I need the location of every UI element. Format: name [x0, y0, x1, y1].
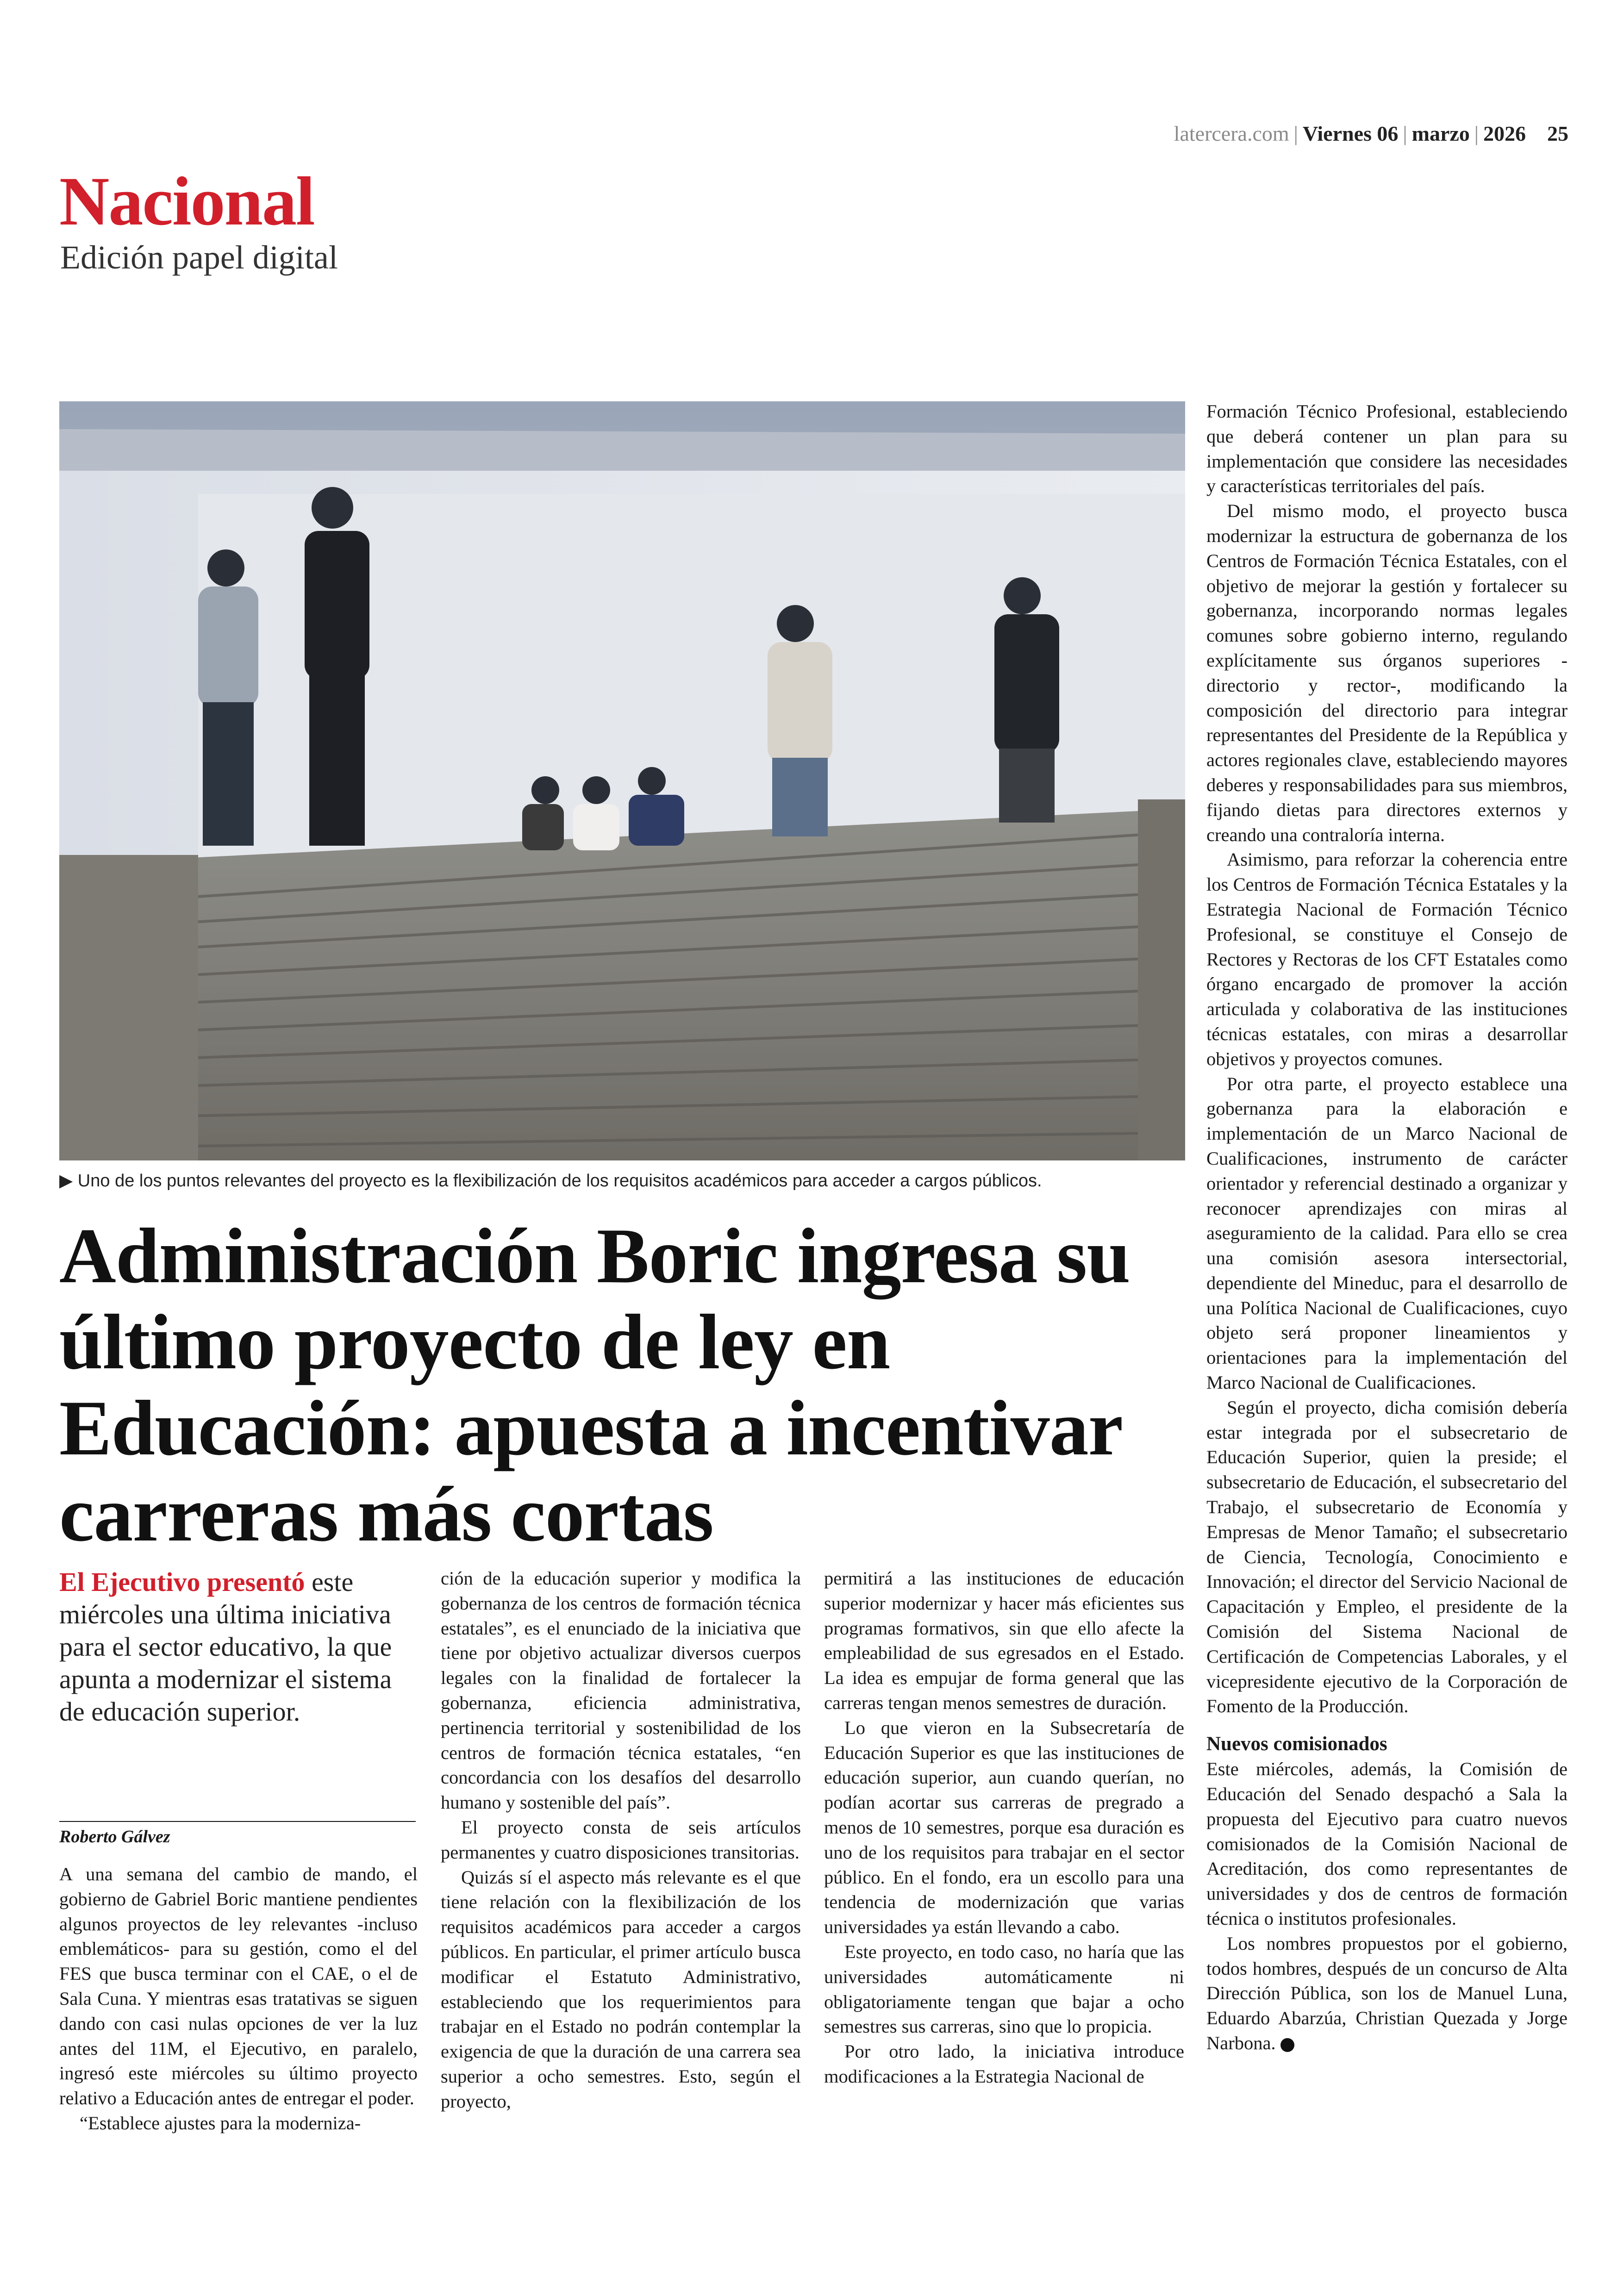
paragraph: Por otro lado, la iniciativa introduce modificaciones a la Estrategia Nacional de: [824, 2041, 1184, 2087]
subhead: Nuevos comisionados: [1206, 1733, 1387, 1755]
caption-text: Uno de los puntos relevantes del proyecto es la flexibilización de los requisitos académicos para acceder a cargos públicos.: [77, 1171, 1042, 1191]
paragraph: Del mismo modo, el proyecto busca modernizar la estructura de gobernanza de los Centros de Formación Técnica Estatales, con el objetivo de mejorar la gestión y fortalecer su gobernanza, incorporando normas legales comunes sobre gobierno interno, regulando explícitamente sus órganos superiores -directorio y rector-, modificando la composición del directorio para integrar representantes del Presidente de la República y actores regionales clave, estableciendo mayores deberes y responsabilidades para sus miembros, fijando dietas para directores externos y creando una contraloría interna.: [1206, 500, 1568, 845]
section-title: Nacional: [59, 163, 314, 240]
body-column-1: [59, 1862, 418, 2136]
paragraph: Quizás sí el aspecto más relevante es el que tiene relación con la flexibilización de los requisitos académicos para acceder a cargos públicos. En particular, el primer artículo busca modificar el Estatuto Administrativo, estableciendo que los requerimientos para trabajar en el Estado no podrán contemplar la exigencia de que la duración de una carrera sea superior a ocho semestres. Esto, según el proyecto,: [441, 1866, 801, 2112]
paragraph: Este miércoles, además, la Comisión de Educación del Senado despachó a Sala la propuesta del Ejecutivo para cuatro nuevos comisionados de la Comisión Nacional de Acreditación, dos como representantes de universidades y dos de centros de formación técnica o institutos profesionales.: [1206, 1759, 1568, 1929]
photo-caption: [59, 1170, 1189, 1191]
paragraph-text: Los nombres propuestos por el gobierno, todos hombres, después de un concurso de Alta Dirección Pública, son los de Manuel Luna, Eduardo Abarzúa, Christian Quezada y Jorge Narbona.: [1206, 1933, 1568, 2053]
paragraph: Asimismo, para reforzar la coherencia entre los Centros de Formación Técnica Estatales y la Estrategia Nacional de Formación Técnico Profesional, se constituye el Consejo de Rectores y Rectoras de los CFT Estatales como órgano encargado de promover la acción articulada y colaborativa de las instituciones técnicas estatales, con miras a desarrollar objetivos y proyectos comunes.: [1206, 849, 1568, 1069]
paragraph: Formación Técnico Profesional, estableciendo que deberá contener un plan para su implementación que considere las necesidades y características territoriales del país.: [1206, 401, 1568, 497]
paragraph: Lo que vieron en la Subsecretaría de Educación Superior es que las instituciones de educación superior, aun cuando querían, no podían acortar sus carreras de pregrado a menos de 10 semestres, porque esa duración es uno de los requisitos para trabajar en el sector público. En el fondo, era un escollo para una tendencia de modernización que varias universidades ya están llevando a cabo.: [824, 1717, 1184, 1938]
paragraph: permitirá a las instituciones de educación superior modernizar y hacer más eficientes sus programas formativos, sin que ello afecte la empleabilidad de sus egresados en el Estado. La idea es empujar de forma general que las carreras tengan menos semestres de duración.: [824, 1568, 1184, 1713]
paragraph: Por otra parte, el proyecto establece una gobernanza para la elaboración e implementación de un Marco Nacional de Cualificaciones, instrumento de carácter orientador y referencial destinado a organizar y reconocer aprendizajes con miras al aseguramiento de la calidad. Para ello se crea una comisión asesora intersectorial, dependiente del Mineduc, para el desarrollo de una Política Nacional de Cualificaciones, cuyo objeto será proponer lineamientos y orientaciones para la implementación del Marco Nacional de Cualificaciones.: [1206, 1073, 1568, 1393]
article-photo: [59, 401, 1185, 1160]
paragraph: ción de la educación superior y modifica la gobernanza de los centros de formación técnica estatales”, es el enunciado de la iniciativa que tiene por objetivo actualizar diversos cuerpos legales con la finalidad de fortalecer la gobernanza, eficiencia administrativa, pertinencia territorial y sostenibilidad de los centros de formación técnica estatales, “en concordancia con los desafíos del desarrollo humano y sostenible del país”.: [441, 1568, 801, 1813]
author-divider: [59, 1821, 416, 1822]
date-day: Viernes 06: [1302, 122, 1399, 145]
end-mark-icon: [1280, 2038, 1294, 2052]
caption-arrow-icon: ▶: [59, 1171, 73, 1191]
paragraph: Según el proyecto, dicha comisión debería estar integrada por el subsecretario de Educación Superior, quien la preside; el subsecretario de Educación, el subsecretario del Trabajo, el subsecretario de Economía y Empresas de Menor Tamaño; el subsecretario de Ciencia, Tecnología, Conocimiento e Innovación; el director del Servicio Nacional de Capacitación y Empleo, el presidente de la Comisión del Sistema Nacional de Certificación de Competencias Laborales, y el vicepresidente ejecutivo de la Corporación de Fomento de la Producción.: [1206, 1397, 1568, 1717]
standfirst-lead: El Ejecutivo presentó: [59, 1567, 305, 1597]
paragraph: “Establece ajustes para la moderniza-: [80, 2112, 361, 2133]
body-column-2: [441, 1566, 801, 2114]
page-number: 25: [1547, 122, 1568, 145]
standfirst-text: este miércoles una última iniciativa para el sector educativo, la que apunta a modernizar el sistema de educación superior.: [59, 1567, 392, 1727]
paragraph: [1206, 1931, 1568, 2056]
paragraph: Este proyecto, en todo caso, no haría que las universidades automáticamente ni obligatoriamente tengan que bajar a ocho semestres sus carreras, sino que lo propicia.: [824, 1941, 1184, 2037]
students-on-stairs-illustration: [59, 401, 1185, 1160]
body-column-4: [1206, 399, 1568, 2056]
standfirst: [59, 1566, 416, 1728]
edition-label: Edición papel digital: [60, 239, 338, 276]
site-name: latercera.com: [1174, 122, 1289, 145]
date-year: 2026: [1483, 122, 1526, 145]
paragraph: A una semana del cambio de mando, el gobierno de Gabriel Boric mantiene pendientes algunos proyectos de ley relevantes -incluso emblemáticos- para su gestión, como el del FES que busca terminar con el CAE, o el de Sala Cuna. Y mientras esas tratativas se siguen dando con casi nulas opciones de ver la luz antes del 11M, el Ejecutivo, en paralelo, ingresó este miércoles su último proyecto relativo a Educación antes de entregar el poder.: [59, 1864, 418, 2109]
headline: Administración Boric ingresa su último proyecto de ley en Educación: apuesta a incentivar carreras más cortas: [59, 1212, 1130, 1558]
folio: latercera.com | Viernes 06 | marzo | 2026 25: [1174, 122, 1568, 145]
body-column-3: [824, 1566, 1184, 2089]
date-month: marzo: [1412, 122, 1470, 145]
byline-author: Roberto Gálvez: [59, 1827, 170, 1846]
paragraph: El proyecto consta de seis artículos permanentes y cuatro disposiciones transitorias.: [441, 1816, 801, 1863]
